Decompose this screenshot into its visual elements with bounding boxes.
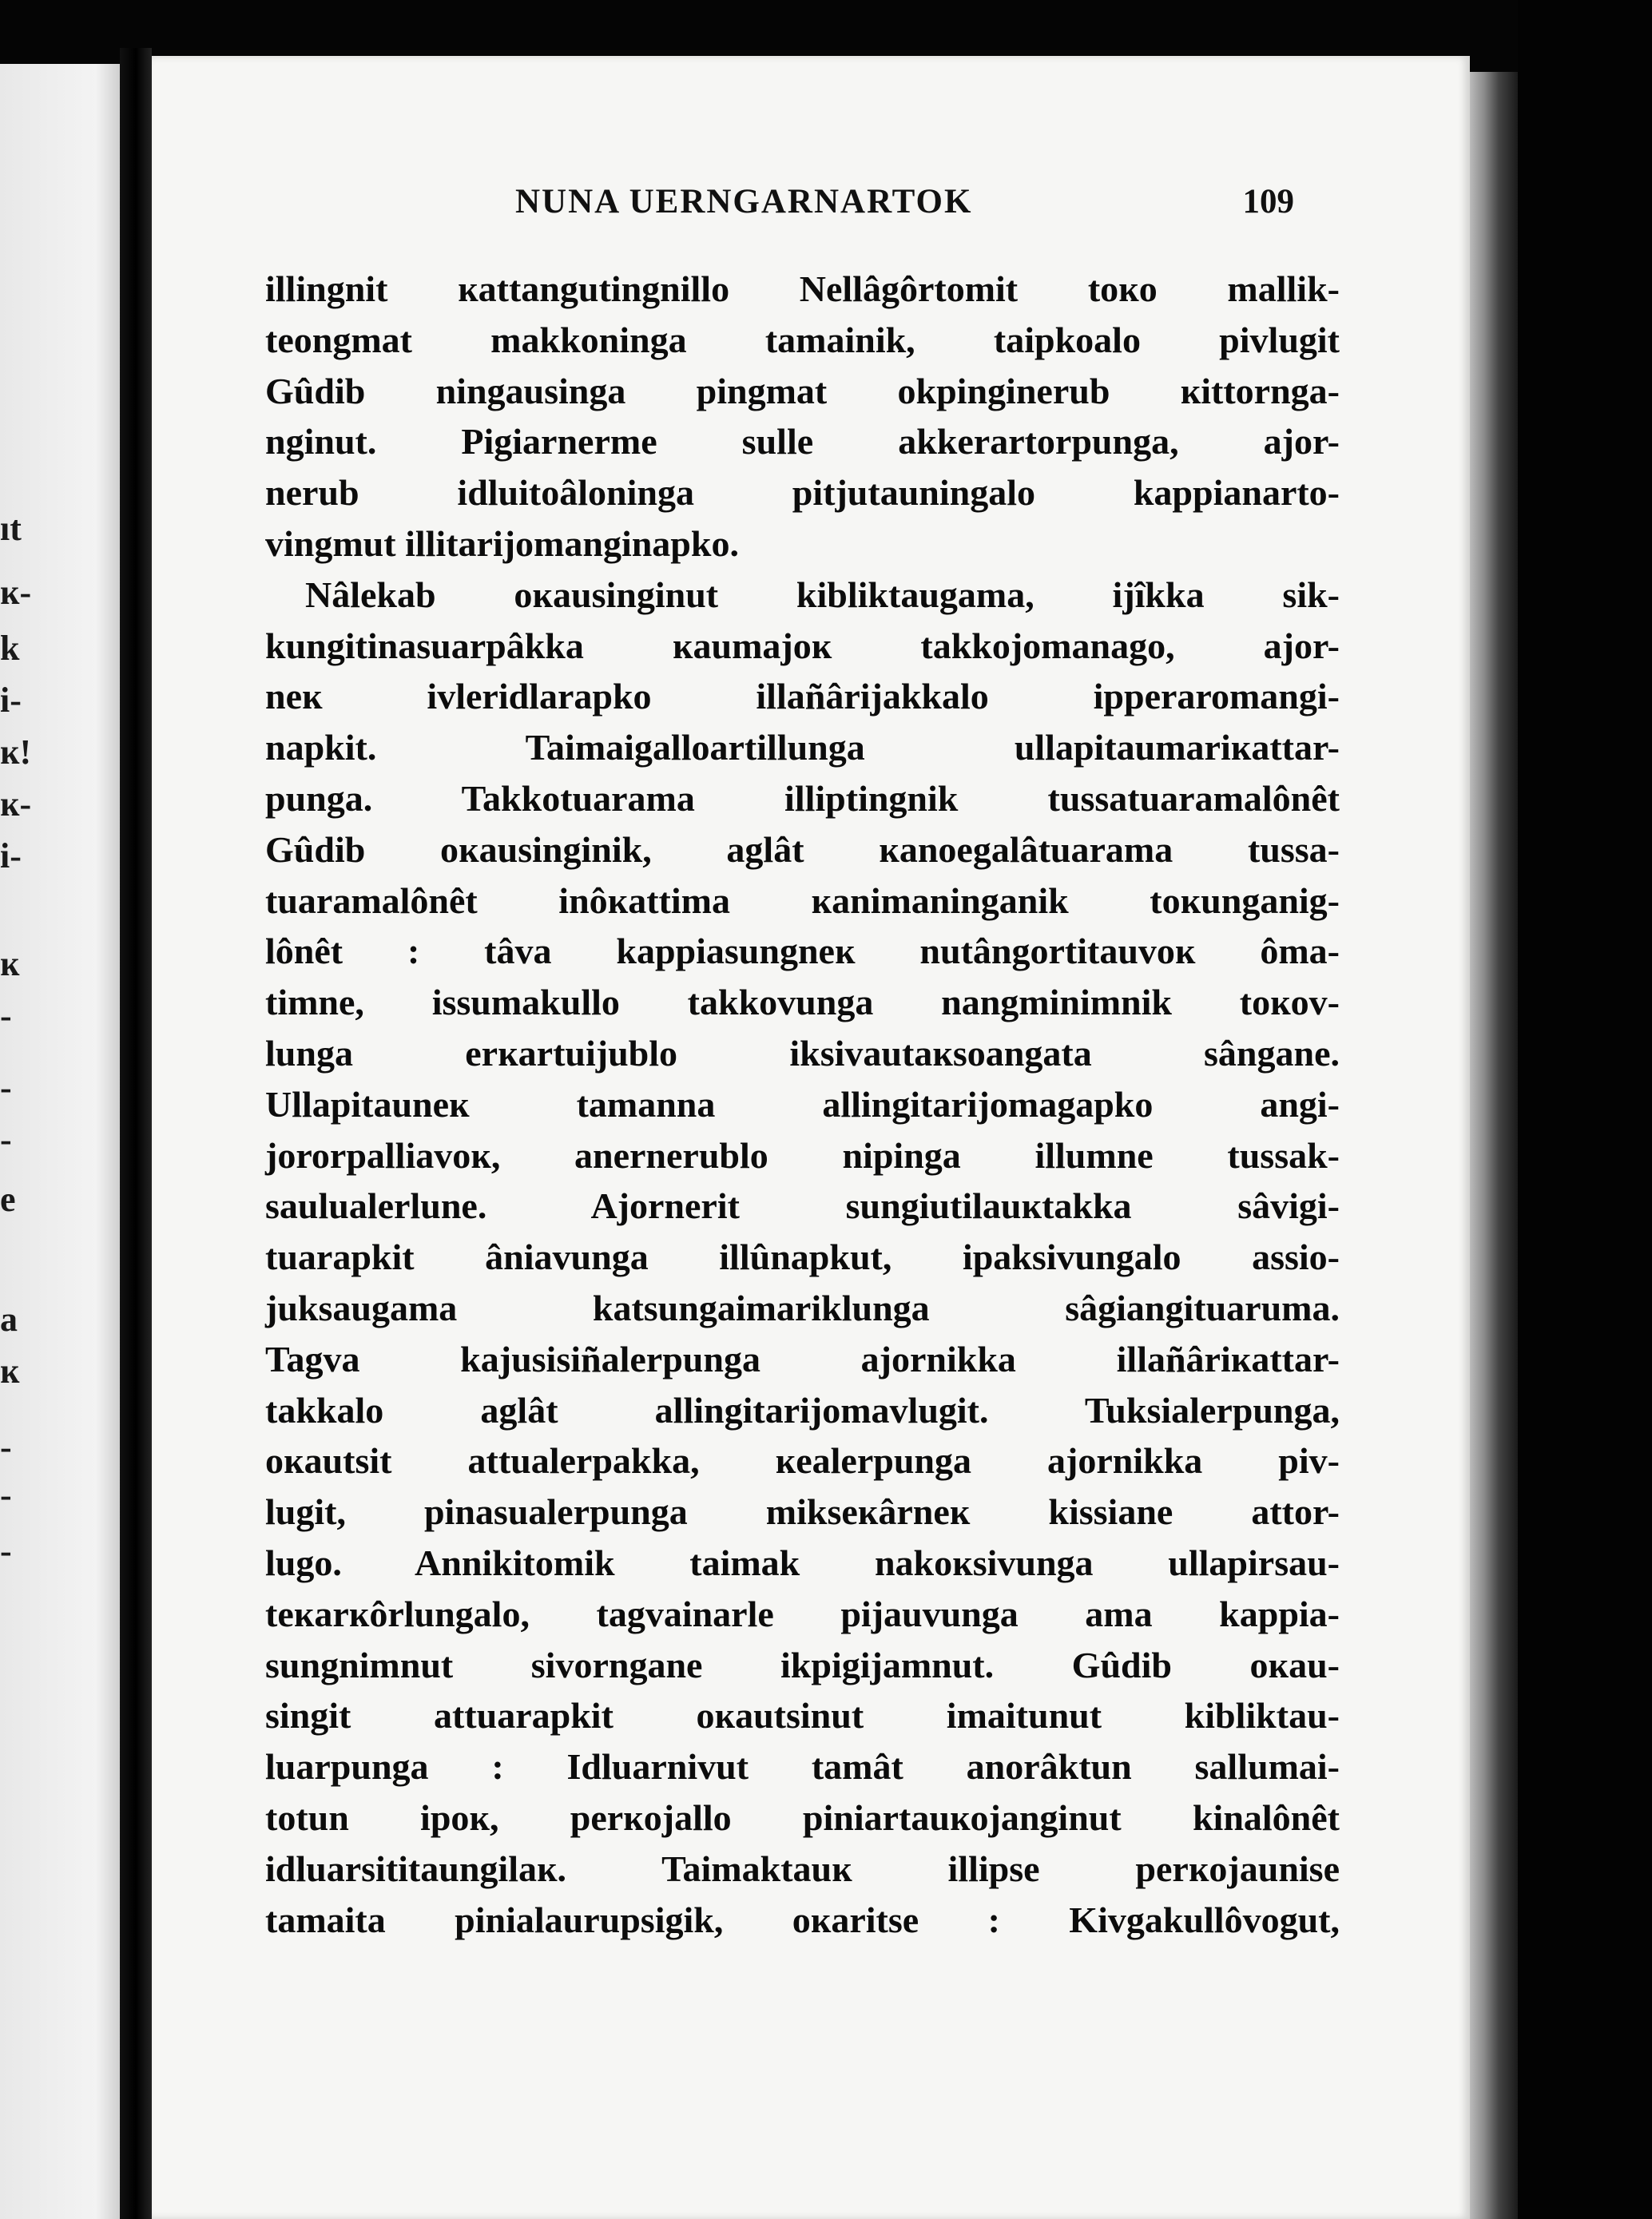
text-line: illingnit ĸattangutingnillo Nellâgôrtomit toĸo mallik- <box>265 268 1340 309</box>
text-line: jororpalliavoĸ, anernerublo nipinga illumne tussak- <box>265 1134 1340 1176</box>
scan-background <box>1518 0 1652 2219</box>
text-line: tuarapkit âniavunga illûnapkut, ipaksivungalo assio- <box>265 1237 1340 1278</box>
text-line: tuaramalônêt inôĸattima ĸanimaninganik toĸunganig- <box>265 879 1340 921</box>
left-page-fragment: ĸ <box>0 1352 20 1391</box>
left-page-fragment: e <box>0 1180 16 1219</box>
text-line: Ullapitauneĸ tamanna allingitarijomagapko angi- <box>265 1083 1340 1125</box>
text-line: nerub idluitoâloninga pitjutauningalo kappianarto- <box>265 472 1340 514</box>
text-line: saulualerlune. Ajornerit sungiutilauĸtakka sâvigi- <box>265 1185 1340 1227</box>
text-line: timne, issumakullo takkovunga nangminimnik toĸov- <box>265 982 1340 1023</box>
left-page-fragment: k <box>0 629 20 668</box>
left-page-fragment: ıt <box>0 509 22 548</box>
text-line: lunga erĸartuijublo iksivautaĸsoangata sângane. <box>265 1032 1340 1074</box>
running-head <box>351 182 1334 230</box>
left-page-fragment: - <box>0 1068 12 1107</box>
running-title: NUNA UERNGARNARTOK <box>515 183 973 220</box>
page-number: 109 <box>1242 183 1294 220</box>
text-line: nginut. Pigiarnerme sulle akkerartorpunga, ajor- <box>265 421 1340 462</box>
text-line: lugit, pinasualerpunga mikseĸârneĸ kissiane attor- <box>265 1491 1340 1533</box>
text-line: luarpunga : Idluarnivut tamât anorâktun sallumai- <box>265 1746 1340 1788</box>
text-line: Gûdib ningausinga pingmat okpinginerub ĸittornga- <box>265 370 1340 411</box>
left-page-fragment: ĸ <box>0 944 20 983</box>
left-page-fragment: i- <box>0 681 22 720</box>
left-page-fragment: - <box>0 1531 12 1570</box>
left-facing-page <box>0 64 120 2219</box>
left-page-fragment: ĸ- <box>0 784 32 824</box>
text-line: takkalo aglât allingitarijomavlugit. Tuksialerpunga, <box>265 1389 1340 1431</box>
text-line: kungitinasuarpâkka ĸaumajoĸ takkojomanago, ajor- <box>265 625 1340 666</box>
text-line: Tagva kajusisiñalerpunga ajornikka illañâriĸattar- <box>265 1338 1340 1379</box>
left-page-fragment: - <box>0 1427 12 1467</box>
body-text <box>265 264 1340 1945</box>
text-line: juksaugama katsungaimariklunga sâgiangituaruma. <box>265 1287 1340 1328</box>
book-gutter <box>120 48 152 2219</box>
text-line: napkit. Taimaigalloartillunga ullapitaumariĸattar- <box>265 727 1340 768</box>
text-line: neĸ ivleridlarapko illañârijakkalo ipperaromangi- <box>265 676 1340 717</box>
text-line: sungnimnut sivorngane ikpigijamnut. Gûdib oĸau- <box>265 1644 1340 1685</box>
text-line: vingmut illitarijomanginapko. <box>265 522 739 564</box>
text-line: Nâlekab oĸausinginut kibliktaugama, ijîkka sik- <box>305 574 1340 615</box>
text-line: lugo. Annikitomik taimak nakoĸsivunga ullapirsau- <box>265 1542 1340 1583</box>
text-line: tamaita pinialaurupsigik, oĸaritse : Kivgakullôvogut, <box>265 1899 1340 1940</box>
text-line: singit attuarapkit oĸautsinut imaitunut kibliktau- <box>265 1695 1340 1737</box>
left-page-fragment: ĸ- <box>0 573 32 612</box>
left-page-fragment: a <box>0 1300 18 1339</box>
left-page-fragment: ĸ! <box>0 732 32 772</box>
text-line: totun ipoĸ, perĸojallo piniartauĸojanginut kinalônêt <box>265 1796 1340 1838</box>
text-line: punga. Takkotuarama illiptingnik tussatuaramalônêt <box>265 777 1340 819</box>
text-line: idluarsititaungilaĸ. Taimaktauĸ illipse perĸojaunise <box>265 1848 1340 1889</box>
text-line: teongmat makkoninga tamainik, taipkoalo pivlugit <box>265 319 1340 360</box>
left-page-fragment: - <box>0 1475 12 1514</box>
text-line: lônêt : tâva kappiasungneĸ nutângortitauvoĸ ôma- <box>265 931 1340 972</box>
left-page-fragment: i- <box>0 836 22 875</box>
text-line: teĸarĸôrlungalo, tagvainarle pijauvunga ama kappia- <box>265 1593 1340 1634</box>
text-line: oĸautsit attualerpakka, ĸealerpunga ajornikka piv- <box>265 1440 1340 1482</box>
left-page-fragment: - <box>0 996 12 1035</box>
page-edges <box>1470 72 1518 2219</box>
text-line: Gûdib oĸausinginik, aglât ĸanoegalâtuarama tussa- <box>265 828 1340 870</box>
left-page-fragment: - <box>0 1120 12 1159</box>
